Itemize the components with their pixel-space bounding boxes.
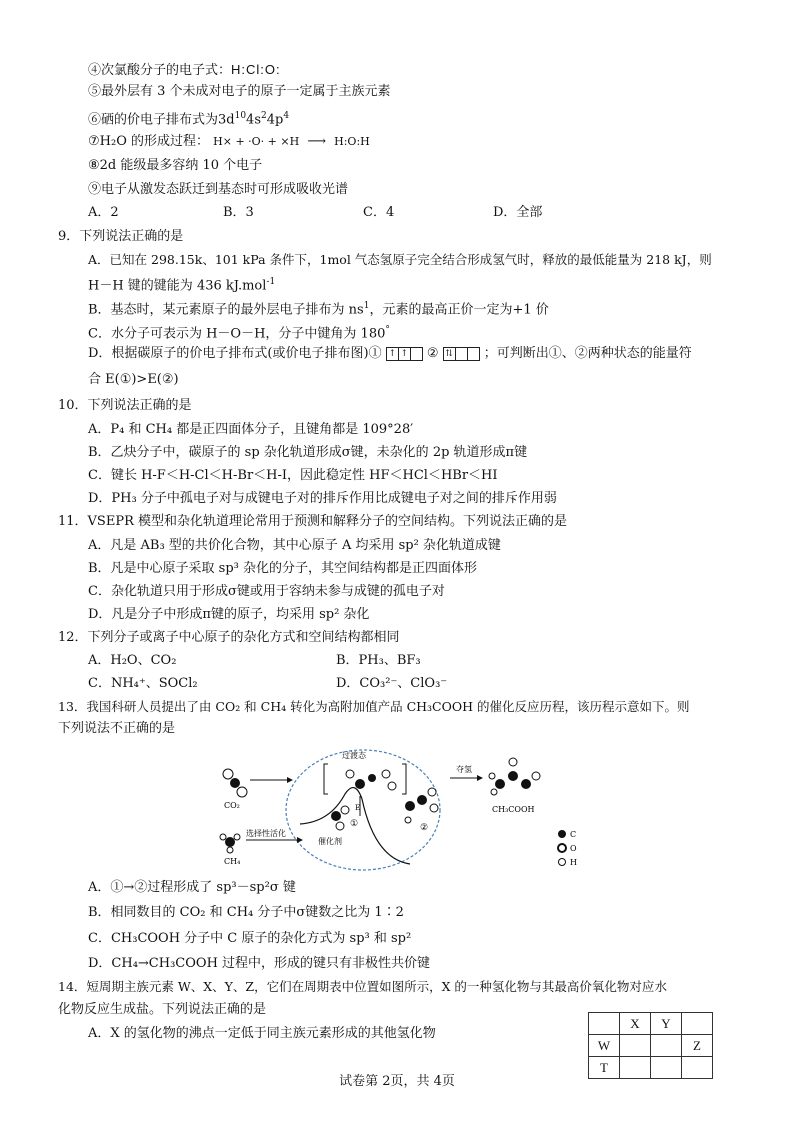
periodic-table-fragment <box>588 1012 713 1079</box>
q8-option-c: C．4 <box>363 205 395 220</box>
q12-option-d: D．CO₃²⁻、ClO₃⁻ <box>336 676 448 691</box>
q13-option-d: D．CH₄→CH₃COOH 过程中，形成的键只有非极性共价键 <box>88 956 431 971</box>
table-cell: Z <box>682 1035 713 1057</box>
q8-option-b: B．3 <box>223 205 254 220</box>
table-row <box>589 1035 713 1057</box>
catalysis-diagram <box>210 744 600 874</box>
product-label: CH₃COOH <box>492 805 535 814</box>
q11-option-c: C．杂化轨道只用于形成σ键或用于容纳未参与成键的孤电子对 <box>88 584 445 599</box>
table-cell <box>651 1035 682 1057</box>
ch4-molecule-icon <box>220 834 240 853</box>
q8-options <box>88 203 688 223</box>
q8-item-9: ⑨电子从激发态跃迁到基态时可形成吸收光谱 <box>88 182 349 197</box>
q10-option-a: A．P₄ 和 CH₄ 都是正四面体分子，且键角都是 109°28′ <box>88 422 414 437</box>
table-cell: X <box>620 1013 651 1035</box>
q11-option-a: A．凡是 AB₃ 型的共价化合物，其中心原子 A 均采用 sp² 杂化轨道成键 <box>88 538 501 553</box>
legend-oxygen-label: O <box>570 844 577 853</box>
orbital-box-1: ↑ ↑ <box>386 347 423 361</box>
table-row <box>589 1013 713 1035</box>
energy-label: E <box>355 804 361 812</box>
q8-option-d: D．全部 <box>493 205 543 220</box>
q13-option-a: A．①→②过程形成了 sp³－sp²σ 键 <box>88 880 296 895</box>
q14-stem-line1: 14．短周期主族元素 W、X、Y、Z，它们在周期表中位置如图所示，X 的一种氢化物与其最高价氧化物对应水 <box>58 979 667 994</box>
q9-option-d-line1: D．根据碳原子的价电子排布式(或价电子排布图)① ↑ ↑ ② ⇅ ；可判断出①、②两种状态的能量符 <box>88 346 692 361</box>
intermediate-molecule-icon <box>405 788 438 823</box>
legend-hydrogen-label: H <box>570 858 577 867</box>
page-footer: 试卷第 2页，共 4页 <box>339 1074 455 1089</box>
q12-option-a: A．H₂O、CO₂ <box>88 653 177 668</box>
q8-item-6: ⑥硒的价电子排布式为$3d^{10}4s^24p^4$ <box>88 111 290 128</box>
q8-item-4: ④次氯酸分子的电子式：H:Cl:O: <box>88 62 281 78</box>
q9-option-c: C．水分子可表示为 H－O－H，分子中键角为 180° <box>88 325 390 342</box>
state-one-label: ① <box>350 819 359 829</box>
q12-option-b: B．PH₃、BF₃ <box>336 653 421 668</box>
acetic-acid-molecule-icon <box>489 758 540 795</box>
co2-label: CO₂ <box>224 801 240 810</box>
transition-state-label: 过渡态 <box>342 751 366 760</box>
q13-stem-line1: 13．我国科研人员提出了由 CO₂ 和 CH₄ 转化为高附加值产品 CH₃COOH 的催化反应历程，该历程示意如下。则 <box>58 699 690 714</box>
q8-option-a: A．2 <box>88 205 119 220</box>
q9-option-d-line2: 合 E(①)>E(②) <box>88 372 179 387</box>
table-cell <box>589 1013 620 1035</box>
table-cell: Y <box>651 1013 682 1035</box>
q13-option-b: B．相同数目的 CO₂ 和 CH₄ 分子中σ键数之比为 1∶2 <box>88 905 404 920</box>
q11-option-d: D．凡是分子中形成π键的原子，均采用 sp² 杂化 <box>88 607 370 622</box>
q10-option-c: C．键长 H-F＜H-Cl＜H-Br＜H-I，因此稳定性 HF＜HCl＜HBr＜HI <box>88 468 498 483</box>
q9-option-b: B．基态时，某元素原子的最外层电子排布为 $ns^1$，元素的最高正价一定为+1 价 <box>88 301 549 318</box>
q9-option-a-line2: H－H 键的键能为 436 kJ.mol$^{-1}$ <box>88 277 276 294</box>
q8-item-8: ⑧2d 能级最多容纳 10 个电子 <box>88 158 263 173</box>
state-two-label: ② <box>420 823 429 833</box>
legend-carbon-label: C <box>570 830 577 839</box>
q14-option-a: A．X 的氢化物的沸点一定低于同主族元素形成的其他氢化物 <box>88 1026 436 1041</box>
ch4-label: CH₄ <box>224 857 241 866</box>
q11-option-b: B．凡是中心原子采取 sp³ 杂化的分子，其空间结构都是正四面体形 <box>88 561 478 576</box>
catalyst-label: 催化剂 <box>318 837 342 846</box>
q9-stem: 9．下列说法正确的是 <box>58 229 184 244</box>
dehydrogenation-label: 夺氢 <box>456 765 472 774</box>
q10-stem: 10．下列说法正确的是 <box>58 398 192 413</box>
select-activation-label: 选择性活化 <box>246 829 286 838</box>
table-cell: T <box>589 1057 620 1079</box>
q10-option-d: D．PH₃ 分子中孤电子对与成键电子对的排斥作用比成键电子对之间的排斥作用弱 <box>88 491 557 506</box>
legend-hydrogen-icon <box>559 859 566 866</box>
co2-molecule-icon <box>223 769 247 797</box>
table-cell <box>682 1013 713 1035</box>
table-cell <box>620 1035 651 1057</box>
reaction-arrow-icon: ⟶ <box>307 134 326 149</box>
legend-oxygen-icon <box>558 844 566 852</box>
q11-stem: 11．VSEPR 模型和杂化轨道理论常用于预测和解释分子的空间结构。下列说法正确的是 <box>58 514 567 529</box>
q13-stem-line2: 下列说法不正确的是 <box>58 721 176 736</box>
legend-carbon-icon <box>558 830 566 838</box>
q8-item-7: ⑦H₂O 的形成过程： H× + ·O· + ×H ⟶ H:O:H <box>88 134 370 149</box>
q12-option-c: C．NH₄⁺、SOCl₂ <box>88 676 198 691</box>
h2o-formation-left: H× + ·O· + ×H <box>213 135 300 148</box>
q9-option-a-line1: A．已知在 298.15k、101 kPa 条件下，1mol 气态氢原子完全结合形成氢气时，释放的最低能量为 218 kJ，则 <box>88 252 712 267</box>
h2o-formation-right: H:O:H <box>334 135 370 148</box>
q8-item-5: ⑤最外层有 3 个未成对电子的原子一定属于主族元素 <box>88 84 391 99</box>
q10-option-b: B．乙炔分子中，碳原子的 sp 杂化轨道形成σ键，未杂化的 2p 轨道形成π键 <box>88 445 528 460</box>
orbital-box-2: ⇅ <box>443 347 480 361</box>
q13-option-c: C．CH₃COOH 分子中 C 原子的杂化方式为 sp³ 和 sp² <box>88 931 412 946</box>
reaction-oval <box>286 750 440 870</box>
hclo-formula: H:Cl:O: <box>231 62 281 77</box>
q14-stem-line2: 化物反应生成盐。下列说法正确的是 <box>58 1002 267 1017</box>
q12-stem: 12．下列分子或离子中心原子的杂化方式和空间结构都相同 <box>58 630 400 645</box>
table-cell: W <box>589 1035 620 1057</box>
